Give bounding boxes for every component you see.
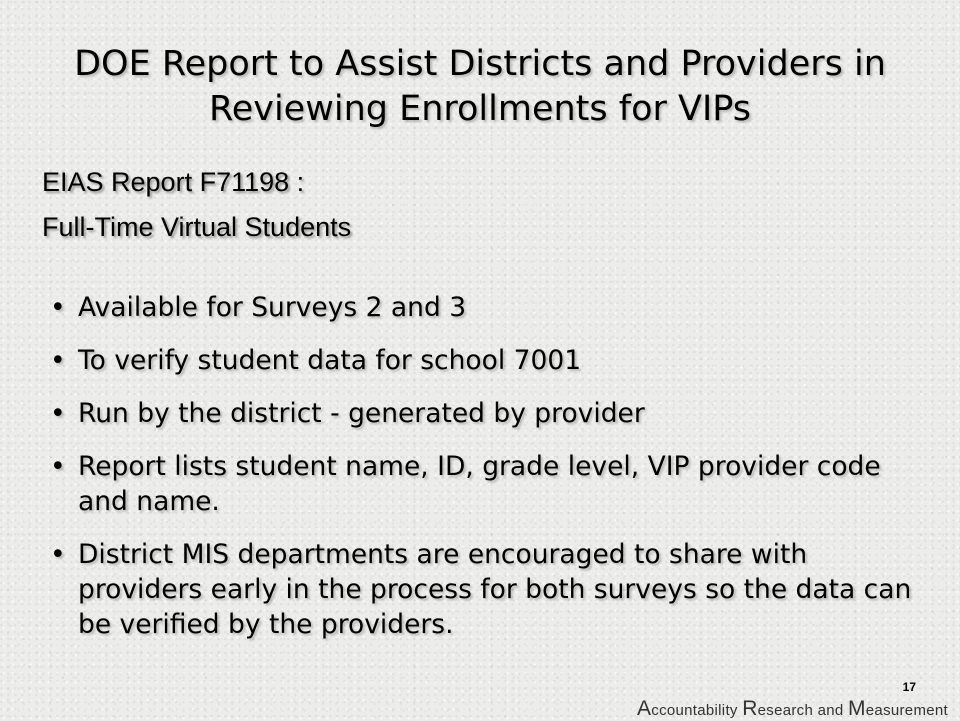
report-id-line: EIAS Report F71198 : bbox=[42, 167, 305, 197]
bullet-item bbox=[48, 290, 928, 325]
brand-initial-r: R bbox=[742, 697, 758, 720]
brand-initial-m: M bbox=[847, 697, 866, 720]
bullet-item bbox=[48, 537, 928, 642]
brand-word-accountability: ccountability bbox=[651, 702, 743, 719]
bullet-text: Run by the district - generated by provider bbox=[78, 398, 645, 429]
bullet-text: To verify student data for school 7001 bbox=[78, 345, 582, 376]
bullet-item bbox=[48, 343, 928, 378]
brand-word-measurement: easurement bbox=[865, 702, 948, 719]
brand-word-research: esearch and bbox=[757, 702, 848, 719]
page-number: 17 bbox=[902, 680, 916, 694]
brand-initial-a: A bbox=[636, 697, 652, 720]
bullet-list bbox=[48, 290, 928, 660]
bullet-icon: • bbox=[50, 451, 66, 482]
bullet-icon: • bbox=[50, 345, 66, 376]
bullet-icon: • bbox=[50, 539, 66, 570]
slide-title: DOE Report to Assist Districts and Providers in Reviewing Enrollments for VIPs bbox=[74, 44, 886, 129]
bullet-text: Report lists student name, ID, grade level, VIP provider code and name. bbox=[78, 451, 881, 517]
bullet-icon: • bbox=[50, 292, 66, 323]
bullet-icon: • bbox=[50, 398, 66, 429]
bullet-item bbox=[48, 449, 928, 519]
bullet-item bbox=[48, 396, 928, 431]
footer-brand bbox=[637, 697, 948, 721]
bullet-text: Available for Surveys 2 and 3 bbox=[78, 292, 467, 323]
report-subtitle bbox=[42, 160, 351, 250]
bullet-text: District MIS departments are encouraged to share with providers early in the process for both surveys so the data can be verified by the providers. bbox=[78, 539, 912, 640]
report-name-line: Full-Time Virtual Students bbox=[42, 212, 352, 242]
